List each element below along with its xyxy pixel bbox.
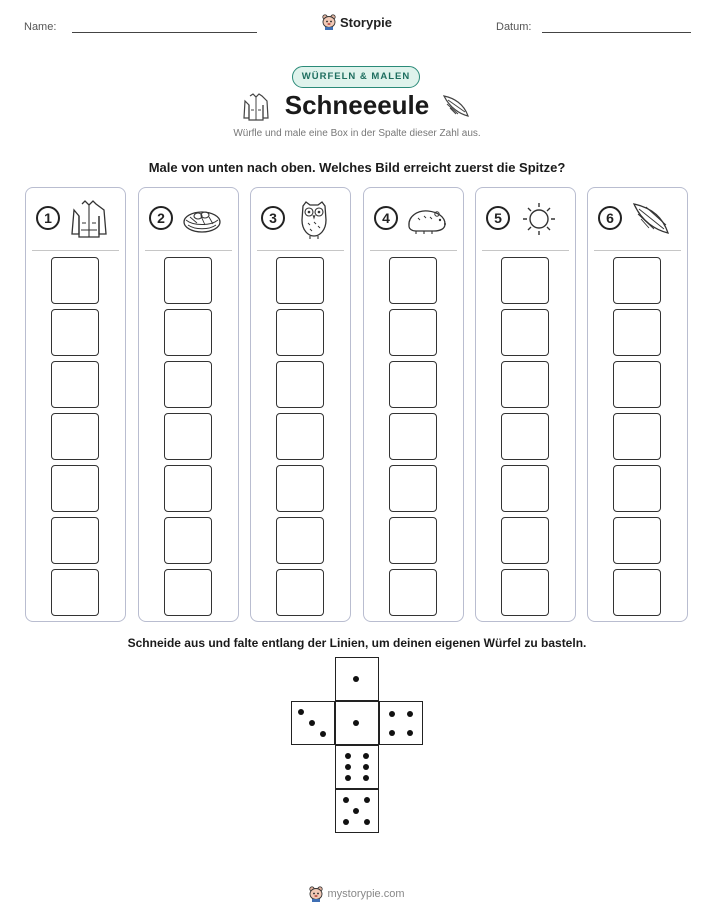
die-pip [309,720,315,726]
die-face-1 [335,657,379,701]
color-box[interactable] [276,309,324,356]
color-box[interactable] [276,257,324,304]
column-5 [475,187,576,622]
die-pip [407,711,413,717]
die-pip [363,753,369,759]
date-line[interactable] [542,32,691,33]
die-face-3 [291,701,335,745]
page-subtitle: Würfle und male eine Box in der Spalte dieser Zahl aus. [233,128,481,139]
column-4 [363,187,464,622]
color-box[interactable] [164,309,212,356]
color-box[interactable] [613,413,661,460]
activity-badge: WÜRFELN & MALEN [292,66,420,88]
color-box[interactable] [501,257,549,304]
color-box[interactable] [613,465,661,512]
column-divider [32,250,119,251]
column-number: 2 [149,206,173,230]
column-number: 3 [261,206,285,230]
footer [0,886,714,907]
color-box[interactable] [51,361,99,408]
color-box[interactable] [51,465,99,512]
die-face-6 [335,745,379,789]
color-box[interactable] [613,309,661,356]
die-face-1 [335,701,379,745]
column-2 [138,187,239,622]
die-pip [363,764,369,770]
storypie-mascot-icon [309,886,323,902]
owl-icon [291,198,337,240]
color-box[interactable] [51,309,99,356]
color-box[interactable] [389,309,437,356]
die-face-5 [335,789,379,833]
die-pip [363,775,369,781]
die-pip [353,808,359,814]
color-box[interactable] [501,413,549,460]
color-box[interactable] [164,517,212,564]
color-box[interactable] [51,413,99,460]
die-pip [407,730,413,736]
color-box[interactable] [164,413,212,460]
color-box[interactable] [276,569,324,616]
color-box[interactable] [501,517,549,564]
wing-icon [628,198,674,240]
color-box[interactable] [389,361,437,408]
die-face-4 [379,701,423,745]
wing-title-icon [440,92,472,122]
footer-url: mystorypie.com [327,888,405,900]
column-number: 4 [374,206,398,230]
column-6 [587,187,688,622]
cut-instruction: Schneide aus und falte entlang der Linien, um deinen eigenen Würfel zu basteln. [127,636,587,650]
color-box[interactable] [164,257,212,304]
die-pip [389,711,395,717]
die-pip [320,731,326,737]
color-box[interactable] [276,517,324,564]
die-pip [345,753,351,759]
color-box[interactable] [51,517,99,564]
color-box[interactable] [613,257,661,304]
color-box[interactable] [276,465,324,512]
column-divider [482,250,569,251]
storypie-mascot-icon [322,14,336,30]
sun-icon [516,198,562,240]
color-box[interactable] [501,361,549,408]
color-box[interactable] [501,465,549,512]
name-label: Name: [24,21,57,33]
color-box[interactable] [389,413,437,460]
instruction-text: Male von unten nach oben. Welches Bild erreicht zuerst die Spitze? [148,160,566,175]
nest-icon [179,198,225,240]
die-pip [364,819,370,825]
color-box[interactable] [51,569,99,616]
date-label: Datum: [496,21,532,33]
color-box[interactable] [276,413,324,460]
die-pip [343,819,349,825]
color-box[interactable] [613,569,661,616]
column-number: 1 [36,206,60,230]
color-box[interactable] [164,465,212,512]
column-number: 5 [486,206,510,230]
color-box[interactable] [389,257,437,304]
color-box[interactable] [276,361,324,408]
die-pip [345,775,351,781]
lemming-icon [404,198,450,240]
column-divider [594,250,681,251]
die-pip [389,730,395,736]
die-pip [345,764,351,770]
color-box[interactable] [501,309,549,356]
column-number: 6 [598,206,622,230]
die-pip [343,797,349,803]
color-box[interactable] [501,569,549,616]
color-box[interactable] [389,465,437,512]
color-box[interactable] [164,361,212,408]
die-pip [298,709,304,715]
color-box[interactable] [51,257,99,304]
column-divider [145,250,232,251]
column-divider [370,250,457,251]
column-3 [250,187,351,622]
die-pip [364,797,370,803]
color-box[interactable] [389,517,437,564]
color-box[interactable] [164,569,212,616]
color-box[interactable] [389,569,437,616]
color-box[interactable] [613,517,661,564]
column-1 [25,187,126,622]
color-box[interactable] [613,361,661,408]
die-pip [353,676,359,682]
brand-name: Storypie [339,14,392,30]
jacket-icon [66,198,112,240]
column-divider [257,250,344,251]
page-title: Schneeeule [284,90,430,120]
die-pip [353,720,359,726]
